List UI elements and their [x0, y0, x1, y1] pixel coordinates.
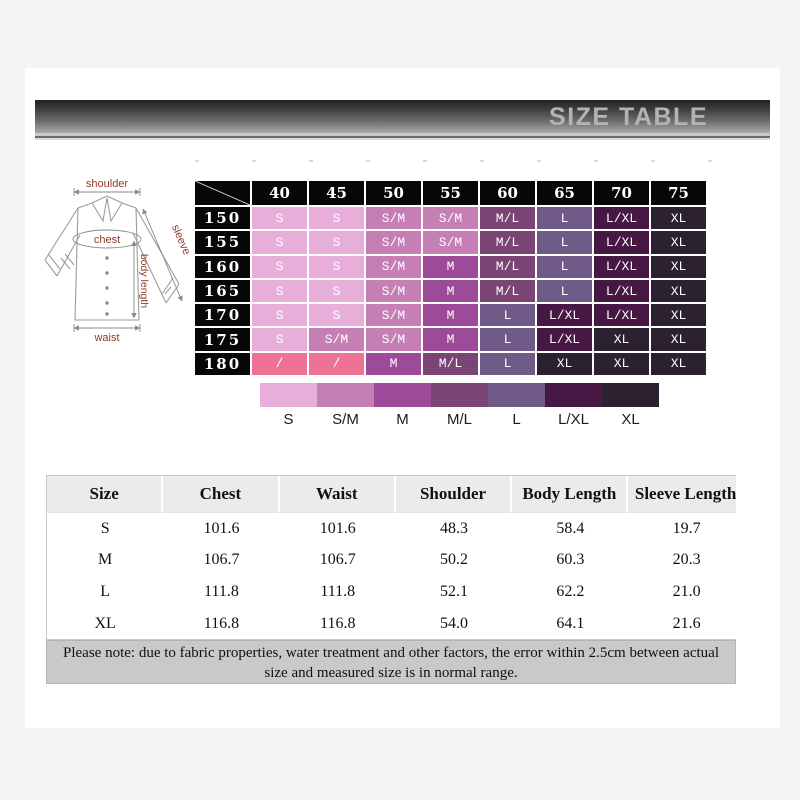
measure-value-cell: 20.3 — [672, 551, 701, 569]
matrix-size-cell: L — [480, 353, 535, 375]
matrix-size-cell: XL — [651, 328, 706, 350]
matrix-size-cell: M/L — [480, 231, 535, 253]
matrix-size-cell: L/XL — [594, 231, 649, 253]
matrix-row-header: 160 — [195, 256, 250, 278]
matrix-size-cell: S — [309, 304, 364, 326]
measure-value-cell: S — [100, 519, 110, 537]
matrix-row-header: 155 — [195, 231, 250, 253]
measure-value-cell: 21.0 — [672, 582, 701, 600]
matrix-col-header: 65 — [537, 181, 592, 205]
matrix-size-cell: L/XL — [537, 328, 592, 350]
matrix-size-cell: M/L — [480, 256, 535, 278]
matrix-size-cell: M — [423, 256, 478, 278]
measure-value-cell: L — [100, 582, 111, 600]
measure-value-cell: 106.7 — [203, 551, 240, 569]
measure-col-header: Body Length — [512, 476, 628, 513]
matrix-size-cell: S/M — [366, 304, 421, 326]
matrix-size-cell: S — [252, 328, 307, 350]
matrix-size-cell: / — [252, 353, 307, 375]
matrix-col-header: 60 — [480, 181, 535, 205]
matrix-size-cell: L — [480, 304, 535, 326]
measure-col-header: Size — [47, 476, 163, 513]
ruler-tick — [309, 160, 313, 162]
corner-diagonal — [195, 181, 250, 205]
matrix-size-cell: L/XL — [594, 256, 649, 278]
legend-label: S — [283, 411, 294, 428]
matrix-size-cell: M/L — [480, 207, 535, 229]
measurements-grid — [47, 476, 736, 639]
measurements-table — [46, 475, 736, 640]
measure-col-header: Shoulder — [396, 476, 512, 513]
matrix-size-cell: L — [480, 328, 535, 350]
measure-value-cell: 64.1 — [556, 614, 585, 632]
matrix-size-cell: XL — [651, 304, 706, 326]
measure-value-cell: 50.2 — [440, 551, 469, 569]
matrix-col-header: 45 — [309, 181, 364, 205]
legend-label: L/XL — [558, 411, 589, 428]
matrix-size-cell: S — [252, 231, 307, 253]
measure-value-cell: 116.8 — [203, 614, 240, 632]
size-table-banner — [35, 100, 770, 140]
legend-swatches — [260, 383, 659, 407]
matrix-corner-cell — [195, 181, 250, 205]
legend-label: L — [512, 411, 521, 428]
note-box: Please note: due to fabric properties, water treatment and other factors, the error within 2.5cm between actual size and measured size is in normal range. — [46, 640, 736, 684]
matrix-size-cell: L — [537, 256, 592, 278]
measure-value-cell: 116.8 — [320, 614, 356, 632]
matrix-size-cell: XL — [594, 328, 649, 350]
matrix-row-header: 150 — [195, 207, 250, 229]
waist-label: waist — [94, 332, 120, 344]
matrix-size-cell: S/M — [309, 328, 364, 350]
legend-labels — [260, 411, 659, 428]
measure-value-cell: 111.8 — [320, 582, 356, 600]
matrix-col-header: 40 — [252, 181, 307, 205]
matrix-size-cell: S/M — [366, 256, 421, 278]
matrix-size-cell: M — [423, 280, 478, 302]
matrix-size-cell: L — [537, 231, 592, 253]
shoulder-label: shoulder — [85, 178, 129, 190]
measure-value-cell: 101.6 — [319, 519, 356, 537]
matrix-size-cell: XL — [651, 207, 706, 229]
matrix-size-cell: XL — [651, 231, 706, 253]
measure-value-cell: M — [98, 551, 113, 569]
legend-label: XL — [621, 411, 640, 428]
matrix-col-header: 50 — [366, 181, 421, 205]
ruler-tick — [252, 160, 256, 162]
matrix-size-cell: S — [309, 256, 364, 278]
matrix-size-cell: XL — [651, 280, 706, 302]
matrix-size-cell: S/M — [423, 231, 478, 253]
measure-value-cell: XL — [94, 614, 116, 632]
measure-value-cell: 48.3 — [440, 519, 469, 537]
matrix-size-cell: M — [366, 353, 421, 375]
matrix-size-cell: L/XL — [537, 304, 592, 326]
matrix-size-cell: / — [309, 353, 364, 375]
size-color-legend — [260, 383, 659, 428]
matrix-size-cell: L — [537, 207, 592, 229]
matrix-size-cell: XL — [651, 256, 706, 278]
matrix-size-cell: L — [537, 280, 592, 302]
legend-label: S/M — [332, 411, 359, 428]
ruler-tick — [195, 160, 199, 162]
measure-col-header: Waist — [280, 476, 396, 513]
legend-swatch — [374, 383, 431, 407]
legend-swatch — [260, 383, 317, 407]
measure-value-cell: 54.0 — [440, 614, 469, 632]
measure-value-cell: 101.6 — [203, 519, 240, 537]
ruler-tick — [708, 160, 712, 162]
matrix-size-cell: S/M — [423, 207, 478, 229]
matrix-row-header: 175 — [195, 328, 250, 350]
matrix-size-cell: XL — [594, 353, 649, 375]
matrix-size-cell: S — [252, 304, 307, 326]
measure-value-cell: 58.4 — [556, 519, 585, 537]
ruler-tick — [423, 160, 427, 162]
matrix-row-header: 170 — [195, 304, 250, 326]
matrix-size-cell: S/M — [366, 231, 421, 253]
matrix-size-cell: S/M — [366, 207, 421, 229]
measure-value-cell: 60.3 — [556, 551, 585, 569]
ruler-tick — [480, 160, 484, 162]
legend-swatch — [431, 383, 488, 407]
legend-swatch — [317, 383, 374, 407]
matrix-size-cell: XL — [537, 353, 592, 375]
measure-value-cell: 21.6 — [672, 614, 701, 632]
legend-swatch — [545, 383, 602, 407]
matrix-size-cell: L/XL — [594, 304, 649, 326]
ruler-tick — [651, 160, 655, 162]
matrix-col-header: 55 — [423, 181, 478, 205]
legend-label: M — [396, 411, 409, 428]
measure-value-cell: 106.7 — [319, 551, 356, 569]
matrix-size-cell: L/XL — [594, 207, 649, 229]
legend-swatch — [488, 383, 545, 407]
shirt-outline — [45, 196, 179, 320]
matrix-size-cell: S — [309, 231, 364, 253]
matrix-size-cell: M — [423, 304, 478, 326]
matrix-size-cell: XL — [651, 353, 706, 375]
legend-label: M/L — [446, 411, 472, 428]
matrix-size-cell: S — [309, 280, 364, 302]
measure-value-cell: 111.8 — [204, 582, 239, 600]
matrix-size-cell: M — [423, 328, 478, 350]
shirt-measurement-diagram — [30, 163, 195, 348]
measure-col-header: Sleeve Length — [628, 476, 736, 513]
matrix-size-cell: M/L — [423, 353, 478, 375]
matrix-size-cell: L/XL — [594, 280, 649, 302]
measure-value-cell: 62.2 — [556, 582, 585, 600]
chest-label: chest — [93, 234, 121, 246]
size-matrix — [195, 181, 706, 375]
matrix-size-cell: M/L — [480, 280, 535, 302]
measure-value-cell: 52.1 — [440, 582, 469, 600]
legend-swatch — [602, 383, 659, 407]
ruler-tick — [537, 160, 541, 162]
matrix-row-header: 165 — [195, 280, 250, 302]
ruler-tick — [594, 160, 598, 162]
banner-title: SIZE TABLE — [549, 103, 708, 131]
banner-strip — [35, 138, 770, 140]
matrix-row-header: 180 — [195, 353, 250, 375]
matrix-size-cell: S — [252, 256, 307, 278]
matrix-col-header: 75 — [651, 181, 706, 205]
sleeve-label: sleeve — [169, 222, 193, 257]
body-length-label: body length — [138, 253, 150, 309]
matrix-col-header: 70 — [594, 181, 649, 205]
ruler-tick — [366, 160, 370, 162]
matrix-size-cell: S — [252, 280, 307, 302]
measure-value-cell: 19.7 — [672, 519, 701, 537]
measure-col-header: Chest — [163, 476, 279, 513]
matrix-size-cell: S — [309, 207, 364, 229]
matrix-size-cell: S — [252, 207, 307, 229]
matrix-size-cell: S/M — [366, 280, 421, 302]
matrix-size-cell: S/M — [366, 328, 421, 350]
